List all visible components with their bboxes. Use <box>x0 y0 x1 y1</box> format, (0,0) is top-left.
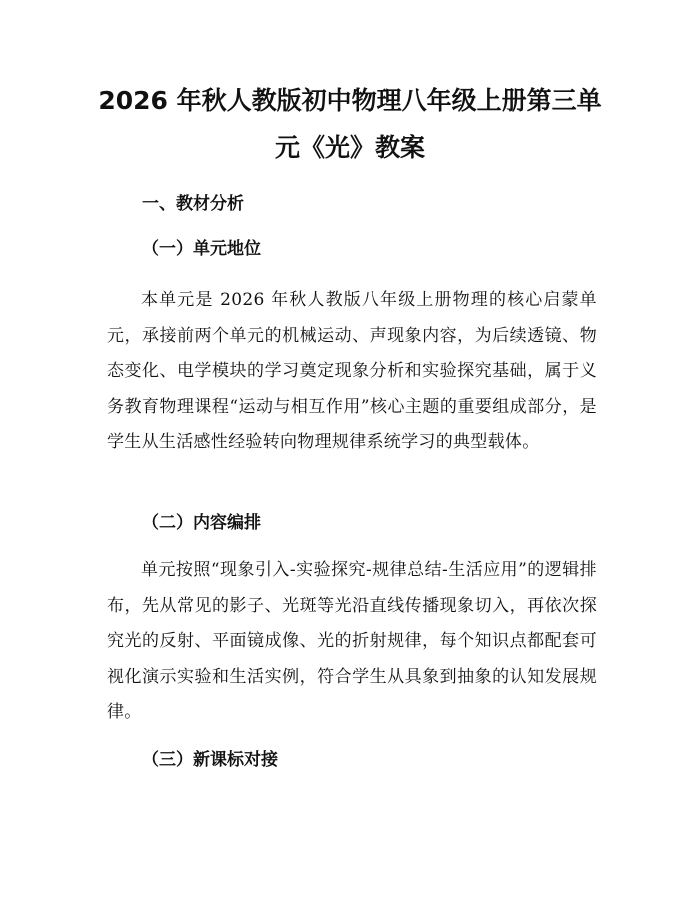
subsection-heading-unit-position: （一）单元地位 <box>142 239 261 259</box>
subsection-heading-content-arrangement: （二）内容编排 <box>142 513 261 533</box>
paragraph-content-arrangement: 单元按照“现象引入-实验探究-规律总结-生活应用”的逻辑排布，先从常见的影子、光斑等光沿直线传播现象切入，再依次探究光的反射、平面镜成像、光的折射规律，每个知识点都配套可视化演示实验和生活实例，符合学生从具象到抽象的认知发展规律。 <box>107 560 597 722</box>
document-title-line-2: 元《光》教案 <box>274 133 425 162</box>
section-heading-textbook-analysis: 一、教材分析 <box>142 194 244 214</box>
paragraph-unit-position: 本单元是 2026 年秋人教版八年级上册物理的核心启蒙单元，承接前两个单元的机械运动、声现象内容，为后续透镜、物态变化、电学模块的学习奠定现象分析和实验探究基础，属于义务教育物理课程“运动与相互作用”核心主题的重要组成部分，是学生从生活感性经验转向物理规律系统学习的典型载体。 <box>107 290 597 452</box>
subsection-heading-curriculum-alignment: （三）新课标对接 <box>142 750 278 770</box>
document-title-line-1: 2026 年秋人教版初中物理八年级上册第三单 <box>98 86 602 115</box>
